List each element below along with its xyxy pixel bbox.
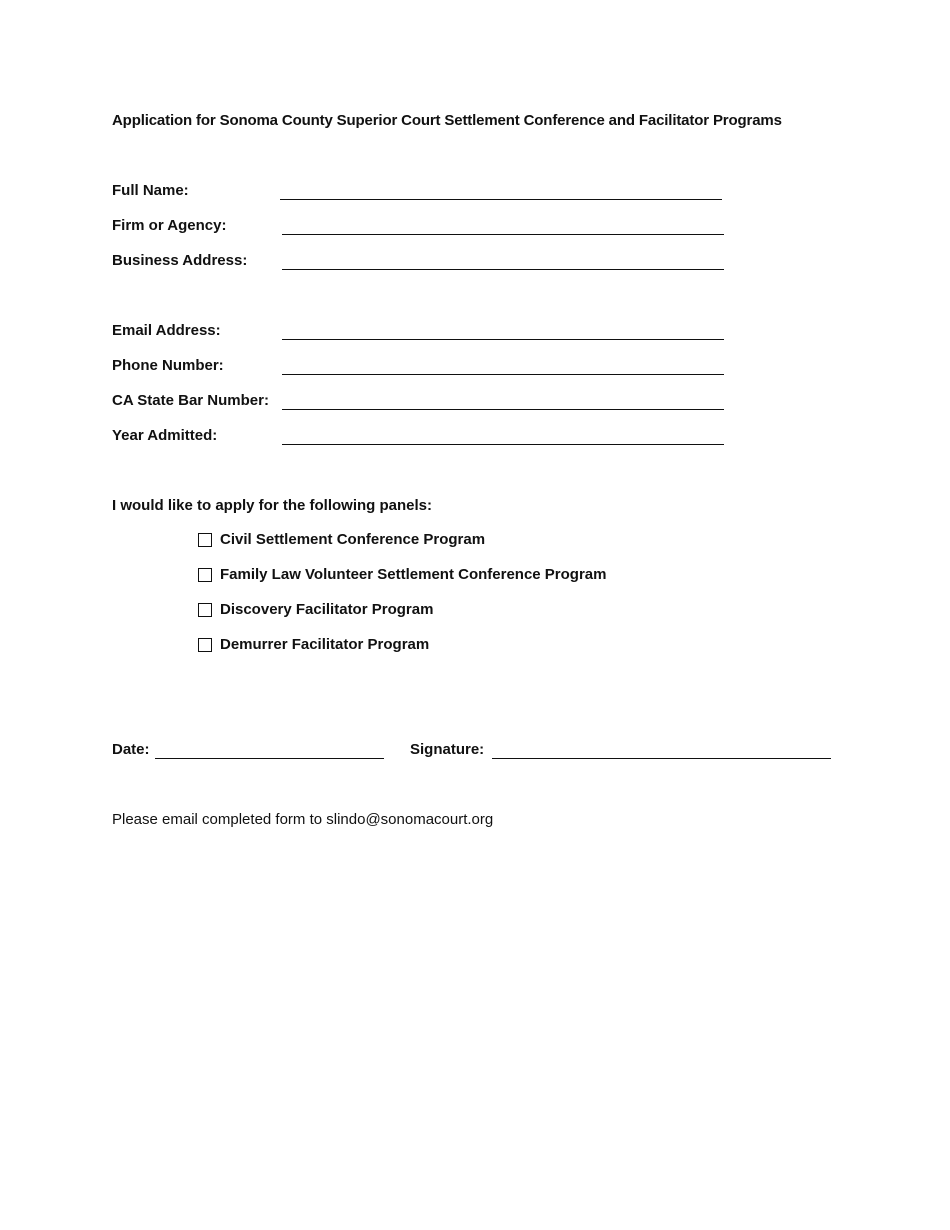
date-field[interactable] xyxy=(155,758,384,759)
email-address-label: Email Address: xyxy=(112,322,221,339)
civil-settlement-checkbox[interactable] xyxy=(198,533,212,547)
full-name-field[interactable] xyxy=(280,199,722,200)
form-title: Application for Sonoma County Superior Court Settlement Conference and Facilitator Programs xyxy=(112,112,782,129)
phone-number-field[interactable] xyxy=(282,374,724,375)
email-address-field[interactable] xyxy=(282,339,724,340)
date-label: Date: xyxy=(112,741,150,758)
demurrer-facilitator-label: Demurrer Facilitator Program xyxy=(220,636,430,653)
demurrer-facilitator-checkbox[interactable] xyxy=(198,638,212,652)
business-address-field[interactable] xyxy=(282,269,724,270)
firm-agency-label: Firm or Agency: xyxy=(112,217,227,234)
phone-number-label: Phone Number: xyxy=(112,357,224,374)
panels-heading: I would like to apply for the following panels: xyxy=(112,497,433,514)
firm-agency-field[interactable] xyxy=(282,234,724,235)
family-law-checkbox[interactable] xyxy=(198,568,212,582)
year-admitted-field[interactable] xyxy=(282,444,724,445)
family-law-label: Family Law Volunteer Settlement Conference Program xyxy=(220,566,607,583)
civil-settlement-label: Civil Settlement Conference Program xyxy=(220,531,486,548)
submission-instructions: Please email completed form to slindo@sonomacourt.org xyxy=(112,811,494,828)
bar-number-label: CA State Bar Number: xyxy=(112,392,269,409)
full-name-label: Full Name: xyxy=(112,182,189,199)
business-address-label: Business Address: xyxy=(112,252,248,269)
panel-option-civil[interactable] xyxy=(198,531,485,548)
signature-field[interactable] xyxy=(492,758,831,759)
signature-label: Signature: xyxy=(410,741,485,758)
discovery-facilitator-label: Discovery Facilitator Program xyxy=(220,601,434,618)
bar-number-field[interactable] xyxy=(282,409,724,410)
discovery-facilitator-checkbox[interactable] xyxy=(198,603,212,617)
panel-option-demurrer[interactable] xyxy=(198,636,429,653)
panel-option-family-law[interactable] xyxy=(198,566,606,583)
year-admitted-label: Year Admitted: xyxy=(112,427,218,444)
panel-option-discovery[interactable] xyxy=(198,601,433,618)
